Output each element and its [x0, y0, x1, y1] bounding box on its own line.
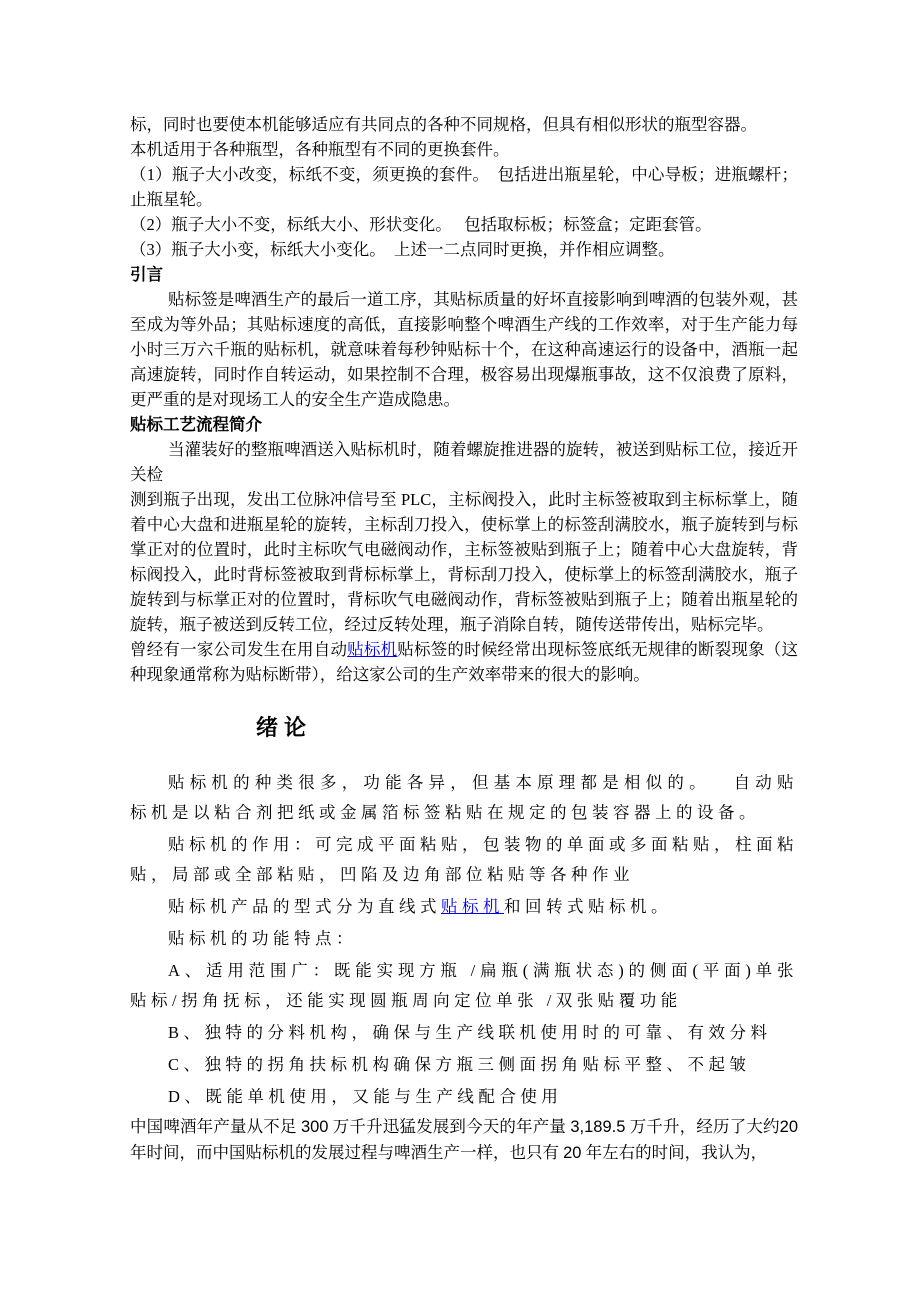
para-beer-output [130, 1114, 798, 1166]
text-run: 贴标机产品的型式分为直线式 [168, 897, 441, 916]
text-run: 本机适用于各种瓶型，各种瓶型有不同的更换套件。 [130, 140, 510, 159]
para-process-body [130, 487, 798, 637]
para-change-kit-2 [130, 212, 798, 237]
text-run: 贴标机的功能特点： [168, 929, 357, 948]
text-run: 贴标机的作用：可完成平面粘贴，包装物的单面或多面粘贴，柱面粘贴，局部或全部粘贴，凹陷及边角部位粘贴等各种作业 [130, 835, 798, 884]
para-feature-intro [130, 924, 798, 954]
text-run: A、适用范围广：既能实现方瓶 /扁瓶(满瓶状态)的侧面(平面)单张贴标/拐角抚标，还能实现圆瓶周向定位单张 /双张贴覆功能 [130, 961, 798, 1010]
heading-preface [256, 713, 798, 743]
text-run: 贴标工艺流程简介 [130, 415, 262, 434]
text-run: B、独特的分料机构，确保与生产线联机使用时的可靠、有效分料 [168, 1023, 772, 1042]
labeling-machine-link[interactable]: 贴标机 [347, 640, 398, 659]
text-run: （2）瓶子大小不变，标纸大小、形状变化。 包括取标板；标签盒；定距套管。 [130, 215, 712, 234]
para-change-kit-1 [130, 162, 798, 212]
labeling-machine-link[interactable]: 贴标机 [441, 897, 504, 916]
para-introduction-body [130, 287, 798, 412]
text-run: 中国啤酒年产量从不足 [130, 1117, 301, 1136]
text-run: 万千升，经历了大约 [625, 1117, 780, 1136]
para-change-kit-3 [130, 237, 798, 262]
heading-introduction [130, 262, 798, 287]
para-feature-d [130, 1082, 798, 1112]
text-run: 300 [300, 1118, 329, 1136]
para-label-container-compat [130, 112, 798, 137]
text-run: 20 [779, 1118, 799, 1136]
text-run: 年左右的时间，我认为， [581, 1143, 768, 1162]
para-process-intro [130, 437, 798, 487]
text-run: 3,189.5 [570, 1118, 626, 1136]
text-run: （1）瓶子大小改变，标纸不变，须更换的套件。 包括进出瓶星轮，中心导板；进瓶螺杆；止瓶星轮。 [130, 165, 798, 209]
text-run: 测到瓶子出现，发出工位脉冲信号至 PLC，主标阀投入，此时主标签被取到主标标掌上，随着中心大盘和进瓶星轮的旋转，主标刮刀投入，使标掌上的标签刮满胶水，瓶子旋转到与标掌正对的位置时，此时主标吹气电磁阀动作，主标签被贴到瓶子上；随着中心大盘旋转，背标阀投入，此时背标签被取到背标标掌上，背标刮刀投入，使标掌上的标签刮满胶水，瓶子旋转到与标掌正对的位置时，背标吹气电磁阀动作，背标签被贴到瓶子上；随着出瓶星轮的旋转，瓶子被送到反转工位，经过反转处理，瓶子消除自转，随传送带传出，贴标完毕。 [130, 490, 798, 634]
heading-labeling-process [130, 412, 798, 437]
para-feature-c [130, 1050, 798, 1080]
text-run: 曾经有一家公司发生在用自动 [130, 640, 348, 659]
text-run: 20 [563, 1144, 582, 1162]
text-run: 引言 [130, 265, 163, 284]
para-machine-bottle-types [130, 137, 798, 162]
text-run: 标，同时也要使本机能够适应有共同点的各种不同规格，但具有相似形状的瓶型容器。 [130, 115, 757, 134]
text-run: 当灌装好的整瓶啤酒送入贴标机时，随着螺旋推进器的旋转，被送到贴标工位，接近开关检 [130, 440, 798, 484]
text-run: 贴标签的时候经常出现标签底纸无规律的断裂现象（这种现象通常称为贴标断带），给这家公司的生产效率带来的很大的影响。 [130, 640, 799, 684]
para-machine-function [130, 830, 798, 890]
para-machine-overview [130, 768, 798, 828]
para-company-case [130, 637, 798, 687]
para-feature-b [130, 1018, 798, 1048]
text-run: C、独特的拐角扶标机构确保方瓶三侧面拐角贴标平整、不起皱 [168, 1055, 751, 1074]
text-run: 年时间，而中国贴标机的发展过程与啤酒生产一样，也只有 [130, 1143, 564, 1162]
text-run: 绪论 [256, 715, 313, 740]
text-run: 万千升迅猛发展到今天的年产量 [328, 1117, 571, 1136]
para-feature-a [130, 956, 798, 1016]
text-run: 和回转式贴标机。 [504, 897, 672, 916]
para-machine-types [130, 892, 798, 922]
document-content [130, 112, 798, 1166]
text-run: 贴标机的种类很多，功能各异，但基本原理都是相似的。 自动贴标机是以粘合剂把纸或金属箔标签粘贴在规定的包装容器上的设备。 [130, 773, 798, 822]
text-run: D、既能单机使用，又能与生产线配合使用 [168, 1087, 563, 1106]
text-run: （3）瓶子大小变，标纸大小变化。 上述一二点同时更换，并作相应调整。 [130, 240, 675, 259]
text-run: 贴标签是啤酒生产的最后一道工序，其贴标质量的好坏直接影响到啤酒的包装外观，甚至成为等外品；其贴标速度的高低，直接影响整个啤酒生产线的工作效率，对于生产能力每小时三万六千瓶的贴标机，就意味着每秒钟贴标十个，在这种高速运行的设备中，酒瓶一起高速旋转，同时作自转运动，如果控制不合理，极容易出现爆瓶事故，这不仅浪费了原料，更严重的是对现场工人的安全生产造成隐患。 [130, 290, 798, 409]
